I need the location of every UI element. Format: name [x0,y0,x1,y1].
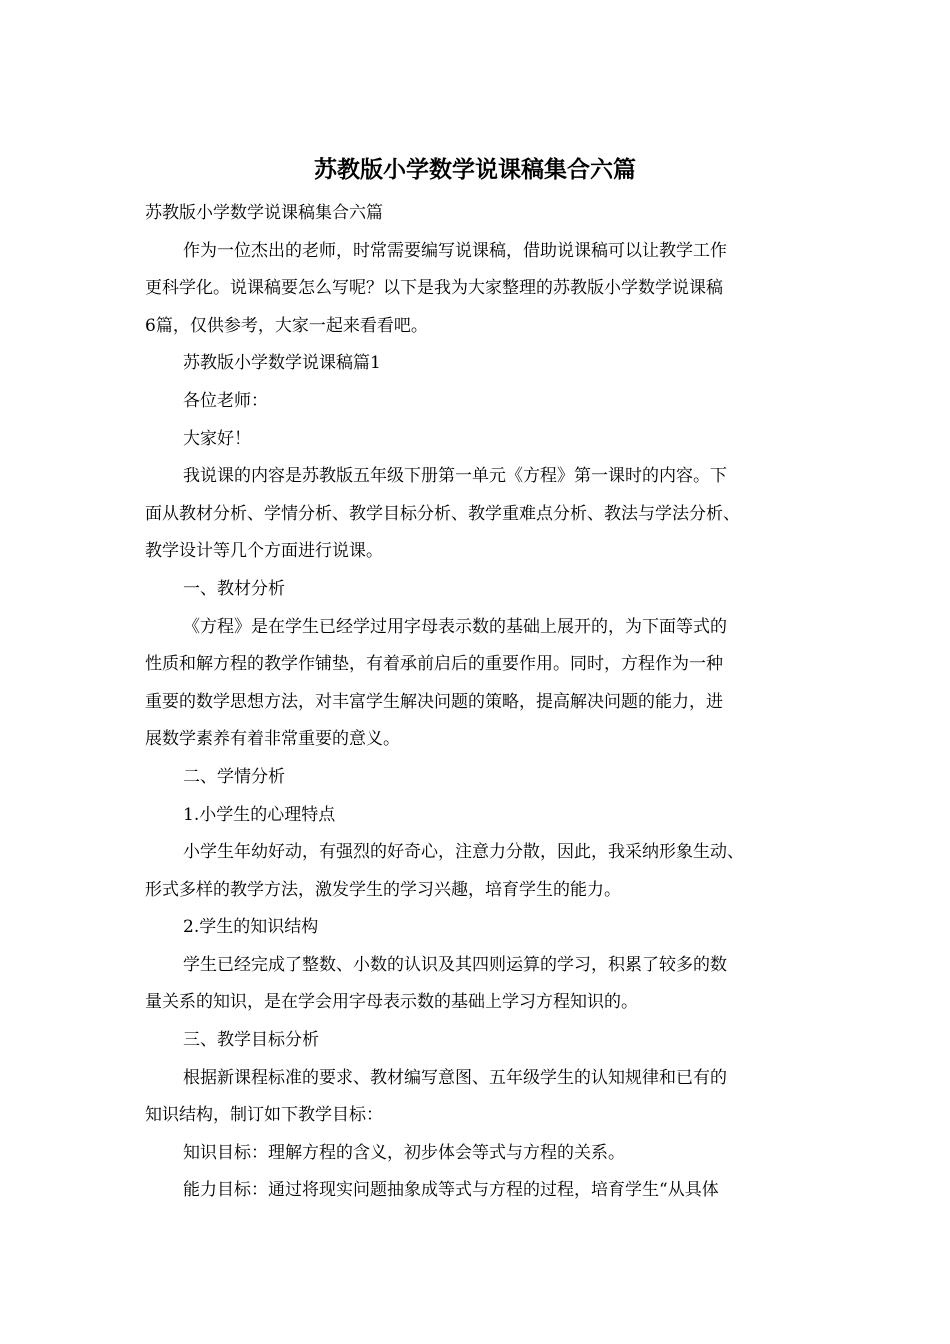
subsection-heading: 2.学生的知识结构 [183,917,319,938]
paragraph-line: 教学设计等几个方面进行说课。 [145,541,383,562]
paragraph-line: 6篇，仅供参考，大家一起来看看吧。 [145,315,428,336]
paragraph-line: 根据新课程标准的要求、教材编写意图、五年级学生的认知规律和已有的 [183,1067,727,1088]
document-body [145,195,810,1210]
section-heading: 苏教版小学数学说课稿篇1 [183,353,381,374]
page-title: 苏教版小学数学说课稿集合六篇 [314,156,636,183]
paragraph-line: 学生已经完成了整数、小数的认识及其四则运算的学习，积累了较多的数 [183,954,727,975]
paragraph-line: 形式多样的教学方法，激发学生的学习兴趣，培育学生的能力。 [145,879,621,900]
paragraph-line: 面从教材分析、学情分析、教学目标分析、教学重难点分析、教法与学法分析、 [145,503,740,524]
paragraph-line: 知识结构，制订如下教学目标： [145,1105,383,1126]
section-heading: 一、教材分析 [183,578,285,599]
subtitle-line: 苏教版小学数学说课稿集合六篇 [145,203,383,223]
objective-line: 知识目标：理解方程的含义，初步体会等式与方程的关系。 [183,1142,625,1163]
paragraph-line: 我说课的内容是苏教版五年级下册第一单元《方程》第一课时的内容。下 [183,466,727,487]
objective-line: 能力目标：通过将现实问题抽象成等式与方程的过程，培育学生“从具体 [183,1180,719,1201]
paragraph-line: 更科学化。说课稿要怎么写呢？以下是我为大家整理的苏教版小学数学说课稿 [145,278,723,299]
greeting-line: 大家好！ [183,428,251,449]
paragraph-line: 《方程》是在学生已经学过用字母表示数的基础上展开的，为下面等式的 [183,616,727,637]
subsection-heading: 1.小学生的心理特点 [183,804,336,825]
greeting-line: 各位老师： [183,390,268,411]
section-heading: 三、教学目标分析 [183,1030,319,1051]
paragraph-line: 重要的数学思想方法，对丰富学生解决问题的策略，提高解决问题的能力，进 [145,691,723,712]
paragraph-line: 量关系的知识，是在学会用字母表示数的基础上学习方程知识的。 [145,992,638,1013]
paragraph-line: 展数学素养有着非常重要的意义。 [145,729,400,750]
paragraph-line: 小学生年幼好动，有强烈的好奇心，注意力分散，因此，我采纳形象生动、 [183,842,744,863]
paragraph-line: 作为一位杰出的老师，时常需要编写说课稿，借助说课稿可以让教学工作 [183,240,727,261]
section-heading: 二、学情分析 [183,766,285,787]
paragraph-line: 性质和解方程的教学作铺垫，有着承前启后的重要作用。同时，方程作为一种 [145,654,723,675]
